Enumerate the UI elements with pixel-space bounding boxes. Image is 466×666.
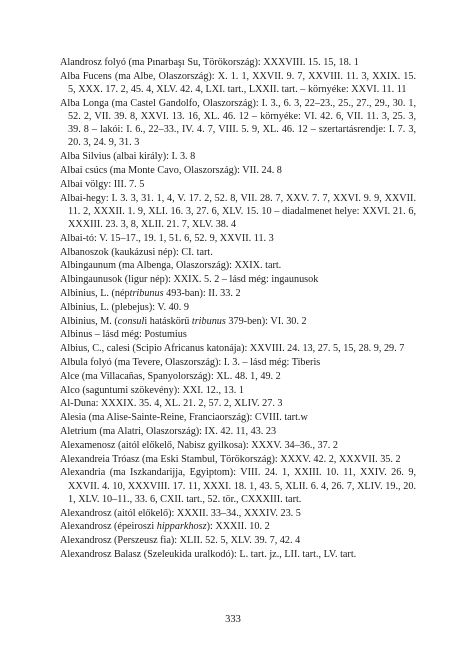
index-entries <box>60 56 416 562</box>
index-entry: Albinius, M. (consuli hatáskörű tribunus 379-ben): VI. 30. 2 <box>60 315 307 327</box>
index-entry: Alexandria (ma Iszkandarijja, Egyiptom): VIII. 24. 1, XXIII. 10. 11, XXIV. 26. 9, XXVII. 4. 10, XXXVIII. 17. 11, XXXI. 18. 1, 43. 5, XLII. 6. 4, 26. 7, XLIV. 19., 20. 1, XLV. 10–11., 33. 6, CXII. tart., 52. tör., CXXXIII. tart. <box>60 467 416 505</box>
index-entry: Albula folyó (ma Tevere, Olaszország): I. 3. – lásd még: Tiberis <box>60 356 321 368</box>
index-entry: Albingaunum (ma Albenga, Olaszország): XXIX. tart. <box>60 260 282 272</box>
index-entry: Alexamenosz (aitól előkelő, Nabisz gyilkosa): XXXV. 34–36., 37. 2 <box>60 439 338 451</box>
index-entry: Albanoszok (kaukázusi nép): CI. tart. <box>60 246 213 258</box>
index-entry: Alce (ma Villacañas, Spanyolország): XL. 48. 1, 49. 2 <box>60 370 281 382</box>
index-entry: Alco (saguntumi szökevény): XXI. 12., 13. 1 <box>60 384 244 396</box>
index-entry: Albai völgy: III. 7. 5 <box>60 178 145 190</box>
index-entry: Alexandrosz Balasz (Szeleukida uralkodó): L. tart. jz., LII. tart., LV. tart. <box>60 548 357 560</box>
index-entry: Alexandrosz (épeiroszi hipparkhosz): XXXII. 10. 2 <box>60 521 270 533</box>
index-entry: Albai-tó: V. 15–17., 19. 1, 51. 6, 52. 9, XXVII. 11. 3 <box>60 232 274 244</box>
index-entry: Alexandrosz (Perszeusz fia): XLII. 52. 5, XLV. 39. 7, 42. 4 <box>60 535 301 547</box>
index-entry: Albai-hegy: I. 3. 3, 31. 1, 4, V. 17. 2, 52. 8, VII. 28. 7, XXV. 7. 7, XXVI. 9. 9, XXVII. 11. 2, XXXII. 1. 9, XLI. 16. 3, 27. 6, XLV. 15. 10 – diadalmenet helye: XXVI. 21. 6, XXXIII. 23. 3, 8, XLII. 21. 7, XLV. 38. 4 <box>60 192 416 230</box>
index-entry: Alesia (ma Alise-Sainte-Reine, Franciaország): CVIII. tart.w <box>60 412 308 424</box>
index-entry: Alexandreia Tróasz (ma Eski Stambul, Törökország): XXXV. 42. 2, XXXVII. 35. 2 <box>60 453 401 465</box>
index-entry: Alba Silvius (albai király): I. 3. 8 <box>60 151 196 163</box>
page-number: 333 <box>225 614 241 625</box>
index-entry: Albai csúcs (ma Monte Cavo, Olaszország): VII. 24. 8 <box>60 165 282 176</box>
index-entry: Albinius, L. (plebejus): V. 40. 9 <box>60 301 189 313</box>
index-entry: Alba Fucens (ma Albe, Olaszország): X. 1. 1, XXVII. 9. 7, XXVIII. 11. 3, XXIX. 15. 5, XXX. 17. 2, 45. 4, XLV. 42. 4, LXI. tart., LXXII. tart. – környéke: XXVI. 11. 11 <box>60 70 416 95</box>
index-entry: Aletrium (ma Alatri, Olaszország): IX. 42. 11, 43. 23 <box>60 425 277 437</box>
index-entry: Albinus – lásd még: Postumius <box>60 329 187 341</box>
index-entry: Albingaunusok (ligur nép): XXIX. 5. 2 – lásd még: ingaunusok <box>60 274 319 286</box>
index-entry: Alba Longa (ma Castel Gandolfo, Olaszország): I. 3., 6. 3, 22–23., 25., 27., 29., 30. 1, 52. 2, VII. 39. 8, XXVI. 13. 16, XL. 46. 12 – környéke: VI. 42. 6, VII. 11. 3, 25. 3, 39. 8 – lakói: I. 6., 22–33., IV. 4. 7, VIII. 5. 9, XL. 46. 12 – szertartásrendje: I. 7. 3, 20. 3, 24. 9, 31. 3 <box>60 97 416 149</box>
index-entry: Albius, C., calesi (Scipio Africanus katonája): XXVIII. 24. 13, 27. 5, 15, 28. 9, 29. 7 <box>60 343 405 355</box>
index-entry: Albinius, L. (néptribunus 493-ban): II. 33. 2 <box>60 287 241 299</box>
index-entry: Alexandrosz (aitól előkelő): XXXII. 33–34., XXXIV. 23. 5 <box>60 507 301 519</box>
index-entry: Al-Duna: XXXIX. 35. 4, XL. 21. 2, 57. 2, XLIV. 27. 3 <box>60 398 283 410</box>
index-entry: Alandrosz folyó (ma Pınarbaşı Su, Törökország): XXXVIII. 15. 15, 18. 1 <box>60 57 359 68</box>
